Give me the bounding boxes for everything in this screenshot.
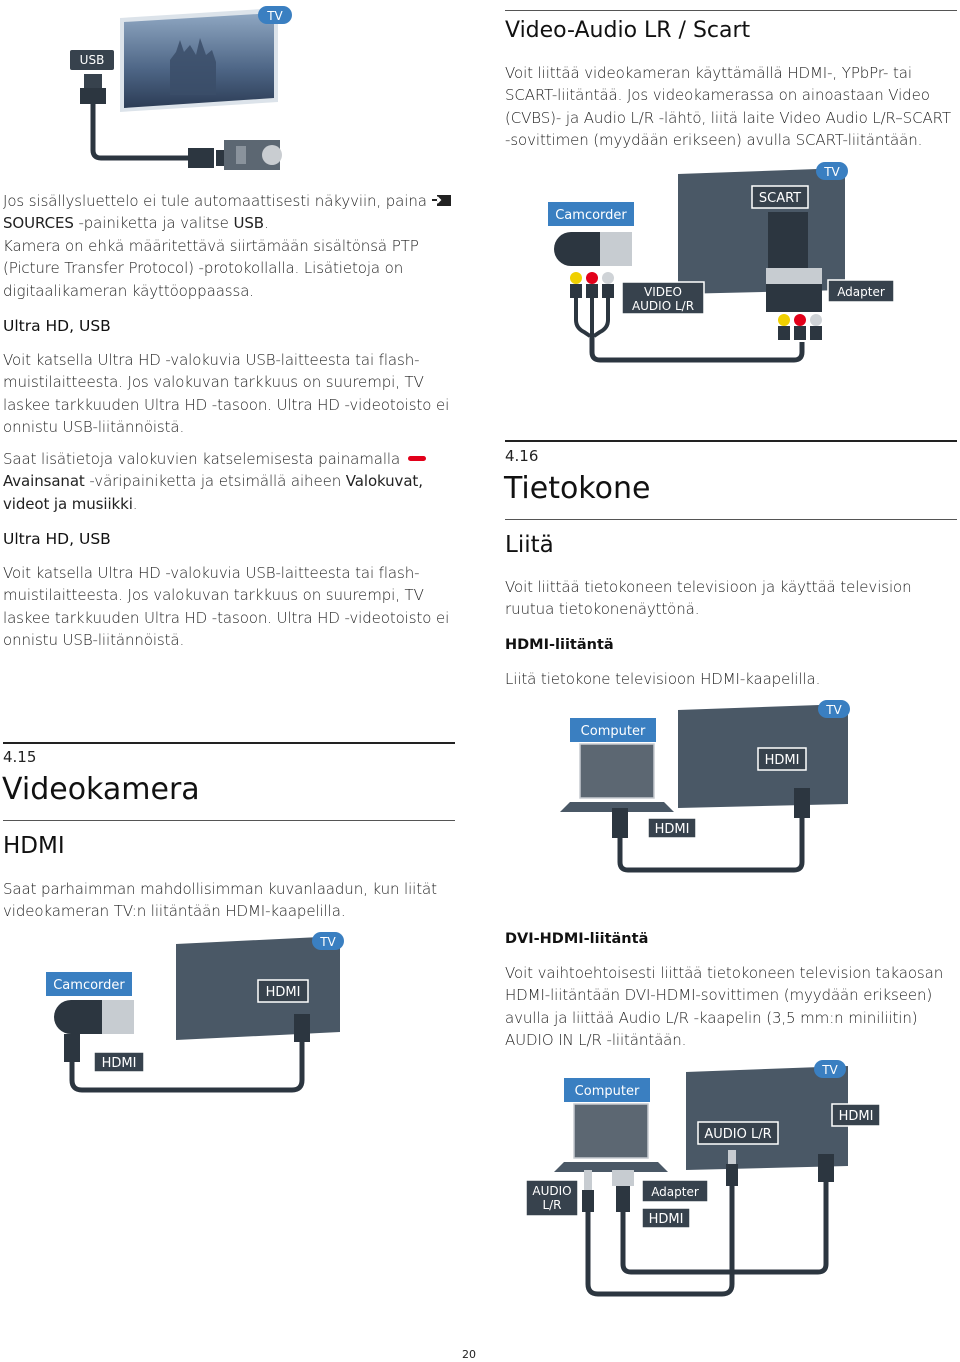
keywords-text: Saat lisätietoja valokuvien katselemisesta painamalla [3,450,401,468]
section-number-4-16: 4.16 [505,447,539,465]
computer-label: Computer [580,724,646,739]
top-rule-right [505,10,957,11]
hdmi-camcorder-paragraph: Saat parhaimman mahdollisimman kuvanlaadun, kun liität videokameran TV:n liitäntään HDMI-kaapelilla. [3,880,437,921]
section-number-4-15: 4.15 [3,748,37,766]
ultra-hd-paragraph-1: Voit katsella Ultra HD -valokuvia USB-laitteesta tai flash-muistilaitteesta. Jos valokuvan tarkkuus on suurempi, TV laskee tarkkuuden Ultra HD -tasoon. Ultra HD -videotoisto ei onnistu USB-liitännöistä. [3,351,450,437]
subheading-hdmi-liitanta: HDMI-liitäntä [505,637,614,653]
cable-hdmi-label: HDMI [648,1212,684,1227]
scart-connection-diagram [540,160,885,375]
subheading-ultra-hd-usb-2: Ultra HD, USB [3,530,111,548]
hdmi-liitanta-paragraph: Liitä tietokone televisioon HDMI-kaapelilla. [505,670,821,688]
tv-label: TV [822,1063,838,1077]
computer-dvi-hdmi-diagram [520,1058,880,1328]
topic-name: Valokuvat, videot ja musiikki [3,472,423,513]
section-rule-4-15 [3,742,455,744]
section-title-videokamera: Videokamera [2,772,200,807]
page-number: 20 [462,1348,476,1361]
tv-hdmi-port-label: HDMI [265,985,301,1000]
ptp-paragraph: Kamera on ehkä määritettävä siirtämään sisältönsä PTP (Picture Transfer Protocol) -protokollalla. Lisätietoja on digitaalikameran käyttöoppaassa. [3,237,419,300]
tv-label: TV [826,703,842,717]
tv-hdmi-port-label: HDMI [764,753,800,768]
computer-hdmi-diagram [560,698,860,898]
instruction-text-2: -painiketta ja valitse [78,214,229,233]
subheading-ultra-hd-usb-1: Ultra HD, USB [3,317,111,335]
section-rule-4-16 [505,440,957,442]
keywords-key: Avainsanat [3,472,85,491]
adapter-label: Adapter [651,1185,699,1199]
sources-icon [432,194,452,208]
usb-label: USB [79,53,105,67]
computer-label: Computer [574,1084,640,1099]
sources-key: SOURCES [3,214,74,233]
scart-paragraph: Voit liittää videokameran käyttämällä HDMI-, YPbPr- tai SCART-liitäntää. Jos videokamerassa on ainoastaan Video (CVBS)- ja Audio L/R -lähtö, liitä laite Video Audio L/R–SCART -sovittimen (myydään erikseen) avulla SCART-liitäntään. [505,64,951,150]
instruction-paragraph [3,190,453,235]
subheading-dvi-hdmi-liitanta: DVI-HDMI-liitäntä [505,931,649,947]
heading-liita: Liitä [505,532,554,558]
tv-audio-port-label: AUDIO L/R [704,1127,772,1142]
heading-video-audio-scart: Video-Audio LR / Scart [505,18,751,43]
cable-audio-label: AUDIO L/R [532,1184,572,1212]
audio-lr-label: AUDIO L/R [631,299,695,313]
tv-label: TV [267,9,283,23]
section-title-tietokone: Tietokone [504,471,651,506]
keywords-paragraph [3,448,453,515]
camcorder-label: Camcorder [555,208,627,223]
cable-hdmi-label: HDMI [654,822,690,837]
usb-option: USB [233,214,264,233]
dvi-hdmi-paragraph: Voit vaihtoehtoisesti liittää tietokoneen television takaosan HDMI-liitäntään DVI-HDMI-sovittimen (myydään erikseen) avulla ja liittää Audio L/R -kaapelin (3,5 mm:n miniliitin) AUDIO IN L/R -liitäntään. [505,964,944,1050]
subsection-rule [3,820,455,821]
red-color-key-icon [408,456,426,461]
heading-hdmi: HDMI [3,833,65,859]
adapter-label: Adapter [837,285,885,299]
punctuation: . [263,214,269,233]
subsection-rule-right [505,519,957,520]
tv-label: TV [824,165,840,179]
keywords-text-2: -väripainiketta ja etsimällä aiheen [89,472,342,491]
tv-label: TV [320,935,336,949]
camcorder-label: Camcorder [53,978,125,993]
ultra-hd-paragraph-2: Voit katsella Ultra HD -valokuvia USB-laitteesta tai flash-muistilaitteesta. Jos valokuvan tarkkuus on suurempi, TV laskee tarkkuuden Ultra HD -tasoon. Ultra HD -videotoisto ei onnistu USB-liitännöistä. [3,564,450,650]
scart-port-label: SCART [758,191,802,206]
usb-connection-diagram [40,0,300,170]
cable-hdmi-label: HDMI [101,1056,137,1071]
instruction-text: Jos sisällysluettelo ei tule automaattisesti näkyviin, paina [3,192,427,210]
video-label: VIDEO [643,285,683,299]
camcorder-hdmi-diagram [40,930,360,1110]
liita-paragraph: Voit liittää tietokoneen televisioon ja käyttää television ruutua tietokonenäyttönä. [505,578,912,619]
punctuation: . [132,494,138,513]
tv-hdmi-port-label: HDMI [838,1109,874,1124]
